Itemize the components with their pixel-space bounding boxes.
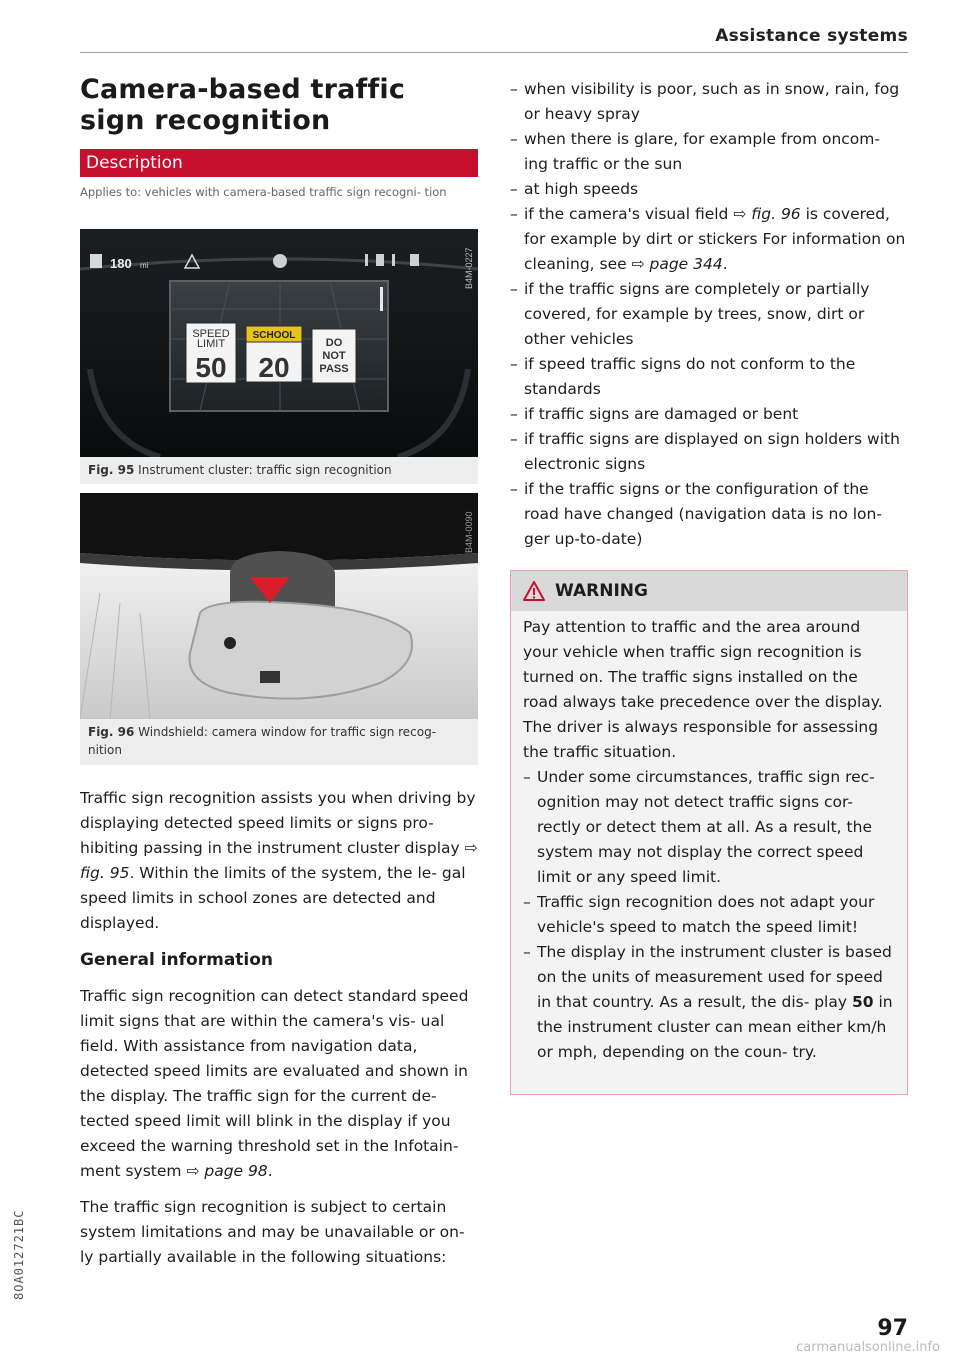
limitations-list xyxy=(510,77,908,552)
instrument-cluster-illustration xyxy=(80,229,478,457)
list-item xyxy=(510,202,908,277)
list-text: if the camera's visual field xyxy=(524,205,734,223)
warning-item: – Traffic sign recognition does not adapt your vehicle's speed to match the speed limit! xyxy=(523,890,895,940)
figure-96-caption-text: Windshield: camera window for traffic sign recog- nition xyxy=(88,725,437,757)
page-98-link[interactable]: ⇨ page 98 xyxy=(186,1162,268,1180)
warning-title: WARNING xyxy=(555,581,648,601)
school-label: SCHOOL xyxy=(252,330,296,341)
list-item: – at high speeds xyxy=(510,177,908,202)
do-not-pass-sign xyxy=(312,329,356,383)
list-item: – if speed traffic signs do not conform to the standards xyxy=(510,352,908,402)
list-item: – if the traffic signs are completely or partially covered, for example by trees, snow, dirt or other vehicles xyxy=(510,277,908,352)
warning-item xyxy=(523,940,895,1065)
title-line-1: Camera-based traffic xyxy=(80,74,406,105)
figure-96-label: Fig. 96 xyxy=(88,725,135,739)
warning-header xyxy=(511,571,907,611)
do-label: DO xyxy=(325,337,343,349)
page-344-link[interactable]: ⇨ page 344 xyxy=(631,255,723,273)
warning-intro: Pay attention to traffic and the area around your vehicle when traffic sign recognition is turned on. The traffic signs installed on the road always take precedence over the display. The driver is always responsible for assessing the traffic situation. xyxy=(523,618,883,761)
title-line-2: sign recognition xyxy=(80,105,331,136)
range-unit: mi xyxy=(140,261,149,270)
document-code: 8OA012721BC xyxy=(12,1209,26,1300)
figure-95-code: B4M-0227 xyxy=(464,247,474,289)
range-value: 180 xyxy=(110,256,132,271)
list-item: – if traffic signs are damaged or bent xyxy=(510,402,908,427)
list-item: – when there is glare, for example from oncom- ing traffic or the sun xyxy=(510,127,908,177)
warning-text: The display in the instrument cluster is based on the units of measurement used for speed in that country. As a result, the dis- play xyxy=(537,943,892,1011)
speed-limit-value: 50 xyxy=(195,352,227,383)
watermark: carmanualsonline.info xyxy=(796,1340,940,1355)
list-text: is covered, for example by dirt or stickers For information on cleaning, see xyxy=(524,205,906,273)
figure-95-caption xyxy=(80,457,478,484)
warning-box xyxy=(510,570,908,1095)
fig-96-link[interactable]: ⇨ fig. 96 xyxy=(733,205,801,223)
school-zone-sign xyxy=(246,326,302,383)
intro-text-a: Traffic sign recognition assists you when driving by displaying detected speed limits or signs pro- hibiting passing in the instrument cluster display xyxy=(80,789,476,857)
figure-96-windshield-camera xyxy=(80,493,478,719)
applies-to-note: Applies to: vehicles with camera-based traffic sign recogni- tion xyxy=(80,185,447,199)
speed-limit-sign xyxy=(186,323,236,383)
figure-95-instrument-cluster xyxy=(80,229,478,457)
warning-body xyxy=(511,611,907,1065)
warning-triangle-icon xyxy=(523,581,545,601)
list-item: – if the traffic signs or the configuration of the road have changed (navigation data is no lon- ger up-to-date) xyxy=(510,477,908,552)
list-item: – if traffic signs are displayed on sign holders with electronic signs xyxy=(510,427,908,477)
intro-text-b: . Within the limits of the system, the le- gal speed limits in school zones are detected and displayed. xyxy=(80,864,466,932)
figure-96-code: B4M-0090 xyxy=(464,511,474,553)
warning-bold-value: 50 xyxy=(851,993,874,1011)
warning-item: – Under some circumstances, traffic sign rec- ognition may not detect traffic signs cor- rectly or detect them at all. As a result, the system may not display the correct speed limit or any speed limit. xyxy=(523,765,895,890)
page-number: 97 xyxy=(877,1316,908,1341)
page-title xyxy=(80,74,405,136)
general-information-heading: General information xyxy=(80,950,274,970)
not-label: NOT xyxy=(322,350,346,362)
general-info-paragraph xyxy=(80,984,478,1184)
windshield-camera-illustration xyxy=(80,493,478,719)
header-rule xyxy=(80,52,908,53)
general-text-b: . xyxy=(267,1162,273,1180)
fig-95-link[interactable]: ⇨ fig. 95 xyxy=(80,839,478,882)
general-text-a: Traffic sign recognition can detect standard speed limit signs that are within the camera's vis- ual field. With assistance from navigation data, detected speed limits are evaluated and shown in the display. The traffic sign for the current de- tected speed limit will blink in the display if you exceed the warning threshold set in the Infotain- ment system xyxy=(80,987,469,1180)
list-item: – when visibility is poor, such as in snow, rain, fog or heavy spray xyxy=(510,77,908,127)
section-header: Assistance systems xyxy=(715,26,908,46)
figure-95-label: Fig. 95 xyxy=(88,463,135,477)
warning-text: in the instrument cluster can mean either km/h or mph, depending on the coun- try. xyxy=(537,993,893,1061)
description-bar: Description xyxy=(80,149,478,177)
figure-96-caption xyxy=(80,719,478,765)
figure-95-caption-text: Instrument cluster: traffic sign recognition xyxy=(138,463,392,477)
school-speed-value: 20 xyxy=(258,352,290,383)
intro-paragraph xyxy=(80,786,478,936)
fuel-icon xyxy=(90,254,102,268)
list-text: . xyxy=(722,255,728,273)
speed-limit-label-1: SPEED xyxy=(192,328,230,340)
limitations-paragraph: The traffic sign recognition is subject to certain system limitations and may be unavailable or on- ly partially available in the following situations: xyxy=(80,1198,465,1266)
steering-wheel-icon xyxy=(273,254,287,268)
warning-list xyxy=(523,765,895,1065)
pass-label: PASS xyxy=(319,363,349,375)
speed-limit-label-2: LIMIT xyxy=(196,338,226,350)
